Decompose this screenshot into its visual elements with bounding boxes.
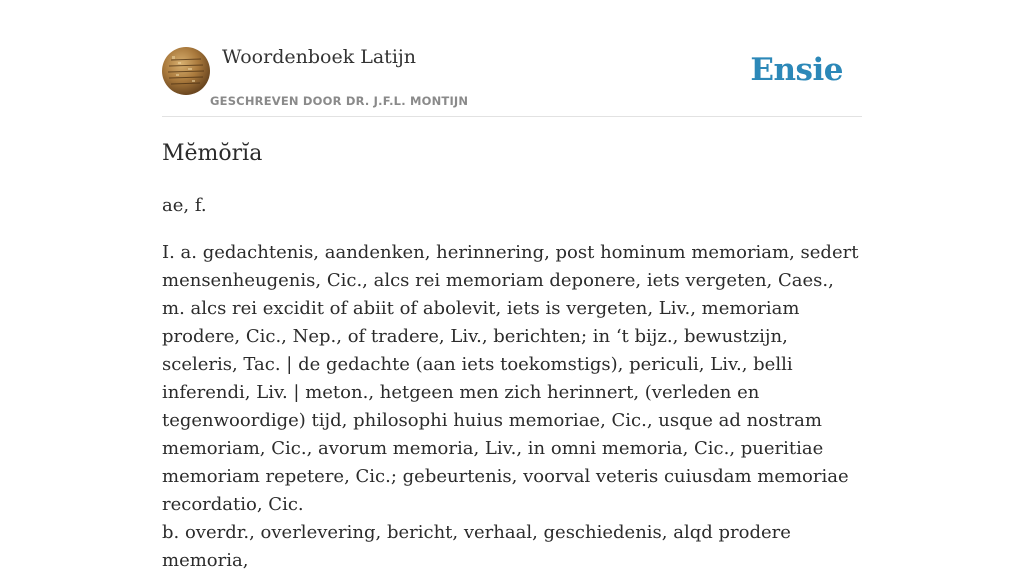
author-byline[interactable]: GESCHREVEN DOOR DR. J.F.L. MONTIJN — [210, 94, 469, 108]
coin-inscription-icon[interactable] — [162, 47, 210, 95]
entry-definition — [162, 239, 862, 575]
entry-grammar: ae, f. — [162, 195, 207, 216]
definition-paragraph: b. overdr., overlevering, bericht, verhaal, geschiedenis, alqd prodere memoria, — [162, 522, 791, 571]
dictionary-title[interactable]: Woordenboek Latijn — [222, 46, 417, 68]
definition-paragraph: I. a. gedachtenis, aandenken, herinnering, post hominum memoriam, sedert mensenheugenis, Cic., alcs rei memoriam deponere, iets vergeten, Caes., m. alcs rei excidit of abiit of abolevit, iets is vergeten, Liv., memoriam prodere, Cic., Nep., of tradere, Liv., berichten; in ‘t bijz., bewustzijn, sceleris, Tac. | de gedachte (aan iets toekomstigs), periculi, Liv., belli inferendi, Liv. | meton., hetgeen men zich herinnert, (verleden en tegenwoordige) tijd, philosophi huius memoriae, Cic., usque ad nostram memoriam, Cic., avorum memoria, Liv., in omni memoria, Cic., pueritiae memoriam repetere, Cic.; gebeurtenis, voorval veteris cuiusdam memoriae recordatio, Cic. — [162, 242, 859, 515]
page — [162, 0, 862, 571]
entry-headword: Mĕmŏrĭa — [162, 141, 263, 166]
dictionary-header — [162, 0, 862, 117]
ensie-logo-link[interactable]: Ensie — [750, 52, 843, 88]
